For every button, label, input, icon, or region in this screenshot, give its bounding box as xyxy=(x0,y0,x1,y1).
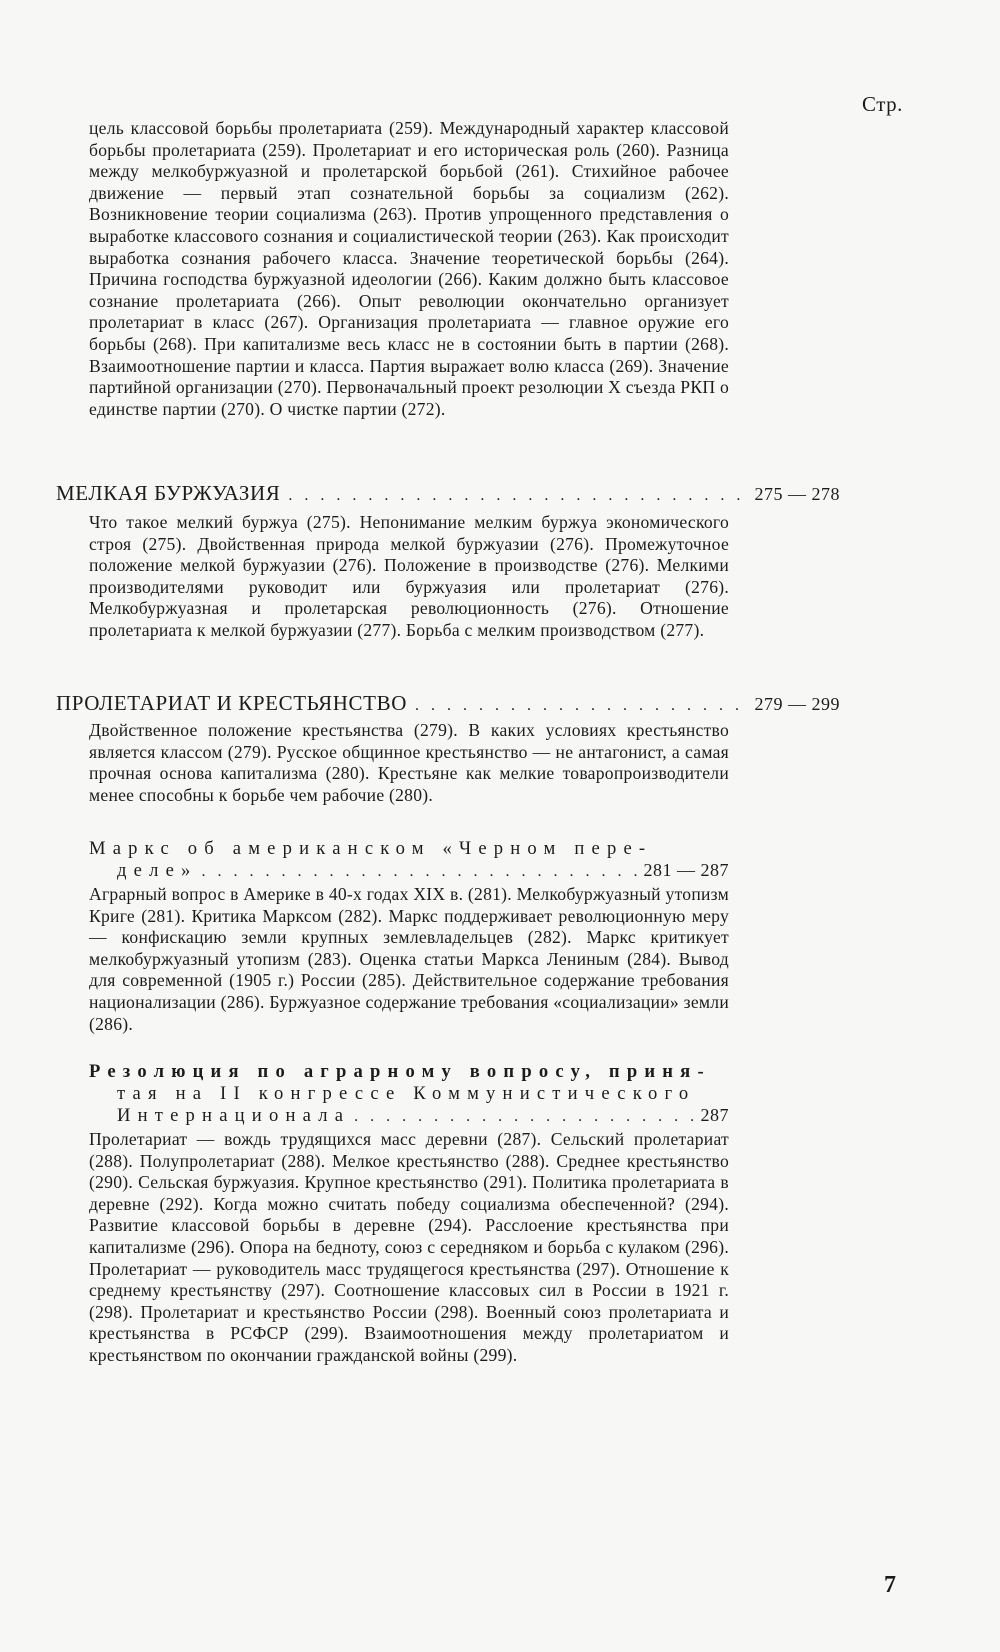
toc-entry-title: ПРОЛЕТАРИАТ И КРЕСТЬЯНСТВО xyxy=(56,691,407,715)
toc-entry-petty-bourgeoisie[interactable] xyxy=(56,481,840,506)
toc-entry-title: МЕЛКАЯ БУРЖУАЗИЯ xyxy=(56,481,281,505)
intro-paragraph: цель классовой борьбы пролетариата (259). Международный характер классовой борьбы пролетариата (259). Пролетариат и его историческая роль (260). Разница между мелкобуржуазной и пролетарской борьбой (261). Стихийное рабочее движение — первый этап сознательной борьбы за социализм (262). Возникновение теории социализма (263). Против упрощенного представления о выработке классового сознания и социалистической теории (263). Как происходит выработка сознания рабочего класса. Значение теоретической борьбы (264). Причина господства буржуазной идеологии (266). Каким должно быть классовое сознание пролетариата (266). Опыт революции окончательно организует пролетариат в класс (267). Организация пролетариата — главное оружие его борьбы (268). При капитализме весь класс не в состоянии быть в партии (268). Взаимоотношение партии и класса. Партия выражает волю класса (269). Значение партийной организации (270). Первоначальный проект резолюции X съезда РКП о единстве партии (270). О чистке партии (272). xyxy=(89,118,729,419)
subentry-paragraph-resolution: Пролетариат — вождь трудящихся масс деревни (287). Сельский пролетариат (288). Полупролетариат (288). Мелкое крестьянство (288). Среднее крестьянство (290). Сельская буржуазия. Крупное крестьянство (291). Политика пролетариата в деревне (292). Когда можно считать победу социализма обеспеченной? (294). Развитие классовой борьбы в деревне (294). Расслоение крестьянства при капитализме (296). Опора на бедноту, союз с середняком и борьба с кулаком (296). Пролетариат — руководитель масс трудящегося крестьянства (297). Отношение к среднему крестьянству (297). Соотношение классовых сил в России в 1921 г. (298). Пролетариат и крестьянство России (298). Военный союз пролетариата и крестьянства в РСФСР (299). Взаимоотношения между пролетариатом и крестьянством по окончании гражданской войны (299). xyxy=(89,1129,729,1365)
leader-dots xyxy=(354,1108,694,1126)
subentry-paragraph-marx: Аграрный вопрос в Америке в 40-х годах XIX в. (281). Мелкобуржуазный утопизм Криге (281). Критика Марксом (282). Маркс поддерживает революционную меру — конфискацию земли крупных землевладельцев (282). Маркс критикует мелкобуржуазный утопизм (283). Оценка статьи Маркса Лениным (284). Вывод для современной (1905 г.) России (285). Действительное содержание требования национализации (286). Буржуазное содержание требования «социализации» земли (286). xyxy=(89,884,729,1034)
section-paragraph-petty-bourgeoisie: Что такое мелкий буржуа (275). Непонимание мелким буржуа экономического строя (275). Двойственная природа мелкой буржуазии (276). Промежуточное положение мелкой буржуазии (276). Положение в производстве (276). Мелкими производителями руководит или буржуазия или пролетариат (276). Мелкобуржуазная и пролетарская революционность (276). Отношение пролетариата к мелкой буржуазии (277). Борьба с мелким производством (277). xyxy=(89,512,729,640)
page-number: 7 xyxy=(884,1572,896,1598)
toc-entry-pages: 275 — 278 xyxy=(754,484,840,504)
subentry-pages: 281 — 287 xyxy=(643,860,729,880)
subentry-resolution-title-line1[interactable]: Резолюция по аграрному вопросу, приня- xyxy=(89,1061,711,1082)
subentry-title-tail: Интернационала xyxy=(117,1105,351,1126)
page-column-label: Стр. xyxy=(862,92,903,116)
subentry-resolution-title-line2[interactable]: тая на II конгрессе Коммунистического xyxy=(117,1083,696,1104)
subentry-marx-title-line1[interactable]: Маркс об американском «Черном пере- xyxy=(89,838,653,859)
toc-entry-pages: 279 — 299 xyxy=(754,694,840,714)
section-paragraph-proletariat-peasantry: Двойственное положение крестьянства (279). В каких условиях крестьянство является классом (279). Русское общинное крестьянство — не антагонист, а самая прочная основа капитализма (280). Крестьяне как мелкие товаропроизводители менее способны к борьбе чем рабочие (280). xyxy=(89,720,729,805)
subentry-title-tail: деле» xyxy=(117,860,198,881)
subentry-resolution-title-line3[interactable] xyxy=(117,1105,729,1127)
toc-entry-proletariat-peasantry[interactable] xyxy=(56,691,840,716)
subentry-pages: 287 xyxy=(700,1105,729,1125)
subentry-marx-title-line2[interactable] xyxy=(117,860,729,882)
leader-dots xyxy=(288,487,748,505)
leader-dots xyxy=(415,697,749,715)
leader-dots xyxy=(202,863,638,881)
